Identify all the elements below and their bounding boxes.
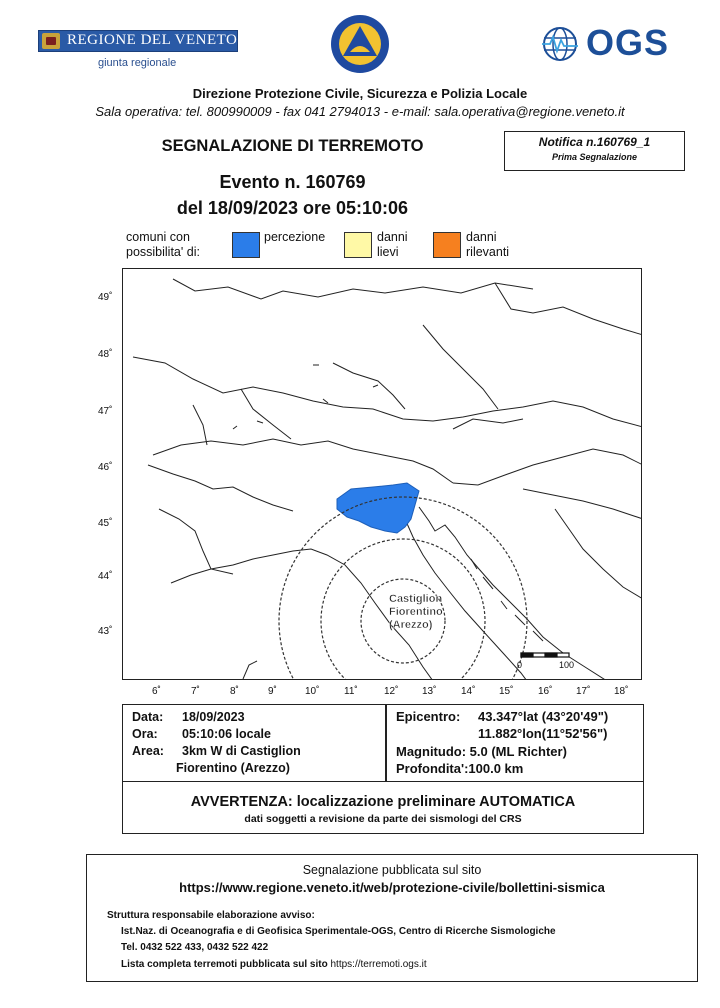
area-value-line2: Fiorentino (Arezzo) [176,761,290,775]
perception-area [337,483,419,533]
institute-name: Ist.Naz. di Oceanografia e di Geofisica Sperimentale-OGS, Centro di Ricerche Sismologiche [121,926,556,937]
coastline [243,661,257,679]
earthquake-list [121,959,427,970]
lon-label: 6˚ [152,686,161,697]
lon-label: 12˚ [384,686,399,697]
legend-intro-line2: possibilita' di: [126,245,200,259]
lat-label: 49˚ [98,292,113,303]
protezione-civile-seal-icon [330,14,390,74]
lion-emblem-icon [42,33,60,49]
border-line [241,389,291,439]
lon-label: 9˚ [268,686,277,697]
lon-label: 14˚ [461,686,476,697]
time-label: Ora: [132,727,158,741]
globe-icon [540,26,580,62]
notice-number: Notifica n.160769_1 [538,135,651,149]
date-value: 18/09/2023 [182,710,245,724]
border-line [133,357,642,427]
border-line [523,489,642,519]
epicenter-lat: 43.347°lat (43°20'49") [478,709,609,724]
notice-box [504,131,685,171]
regione-veneto-name: REGIONE DEL VENETO [67,32,238,48]
office-contacts: Sala operativa: tel. 800990009 - fax 041 2794013 - e-mail: sala.operativa@regione.veneto.it [95,104,625,119]
epicenter-label-line3: (Arezzo) [389,619,433,631]
lat-label: 47˚ [98,406,113,417]
page-title: SEGNALAZIONE DI TERREMOTO [161,137,424,155]
border-line [453,449,642,485]
event-number: Evento n. 160769 [219,172,366,192]
regione-veneto-logo [38,30,238,72]
regione-veneto-banner [38,30,238,52]
legend-intro [126,230,200,260]
border-line [423,325,498,409]
event-info-divider [385,704,387,782]
legend-intro-line1: comuni con [126,230,190,244]
scale-end: 100 [559,660,575,670]
list-url[interactable]: https://terremoti.ogs.it [330,959,427,970]
lon-label: 17˚ [576,686,591,697]
border-line [153,439,453,483]
epicenter-label-line2: Fiorentino [389,606,443,618]
event-datetime: del 18/09/2023 ore 05:10:06 [176,198,409,218]
warning-subline: dati soggetti a revisione da parte dei sismologi del CRS [244,813,522,825]
lat-label: 45˚ [98,518,113,529]
legend-label-severe-damage: danni rilevanti [466,230,510,259]
map-canvas [123,269,642,680]
notice-type: Prima Segnalazione [551,152,638,162]
epicenter-label: Epicentro: [396,709,461,724]
border-line [159,509,233,574]
legend-label-perception: percezione [264,230,326,244]
lon-label: 16˚ [538,686,553,697]
time-value: 05:10:06 locale [182,727,271,741]
published-on: Segnalazione pubblicata sul sito [302,863,482,877]
magnitude: Magnitudo: 5.0 (ML Richter) [396,744,567,759]
border-line [173,279,533,299]
area-label: Area: [132,744,164,758]
list-text: Lista completa terremoti pubblicata sul sito [121,959,328,970]
scale-bar [521,653,569,657]
border-line [495,283,642,335]
date-label: Data: [132,710,164,724]
lon-label: 15˚ [499,686,514,697]
lat-label: 48˚ [98,349,113,360]
legend-swatch-perception [232,232,260,258]
giunta-regionale-label: giunta regionale [98,57,177,69]
legend-swatch-severe-damage [433,232,461,258]
warning-box [122,782,644,834]
border-line [333,363,405,409]
border-line [193,405,207,445]
scale-start: 0 [517,660,523,670]
lon-label: 13˚ [422,686,437,697]
border-line [555,509,642,599]
responsible-heading: Struttura responsabile elaborazione avviso: [107,910,315,921]
lon-label: 10˚ [305,686,320,697]
ogs-wordmark: OGS [586,22,670,63]
depth: Profondita':100.0 km [396,761,524,776]
coastline [419,507,607,680]
lake-icon [233,365,378,429]
office-name: Direzione Protezione Civile, Sicurezza e Polizia Locale [192,86,528,101]
lon-label: 18˚ [614,686,629,697]
ogs-logo [540,22,690,66]
lat-label: 43˚ [98,626,113,637]
warning-headline: AVVERTENZA: localizzazione preliminare AUTOMATICA [190,794,576,810]
lat-label: 46˚ [98,462,113,473]
epicenter-label-line1: Castiglion [389,593,443,605]
legend-label-light-damage: danni lievi [377,230,408,259]
area-value-line1: 3km W di Castiglion [182,744,301,758]
border-line [148,465,293,511]
bulletin-url[interactable]: https://www.regione.veneto.it/web/protezione-civile/bollettini-sismica [179,880,605,895]
lon-label: 7˚ [191,686,200,697]
border-line [453,419,523,429]
legend-swatch-light-damage [344,232,372,258]
institute-phone: Tel. 0432 522 433, 0432 522 422 [121,942,269,953]
lon-label: 11˚ [344,686,358,697]
epicenter-lon: 11.882°lon(11°52'56") [478,726,608,741]
lat-label: 44˚ [98,571,113,582]
publication-box [86,854,698,982]
lon-label: 8˚ [230,686,239,697]
map [122,268,642,680]
